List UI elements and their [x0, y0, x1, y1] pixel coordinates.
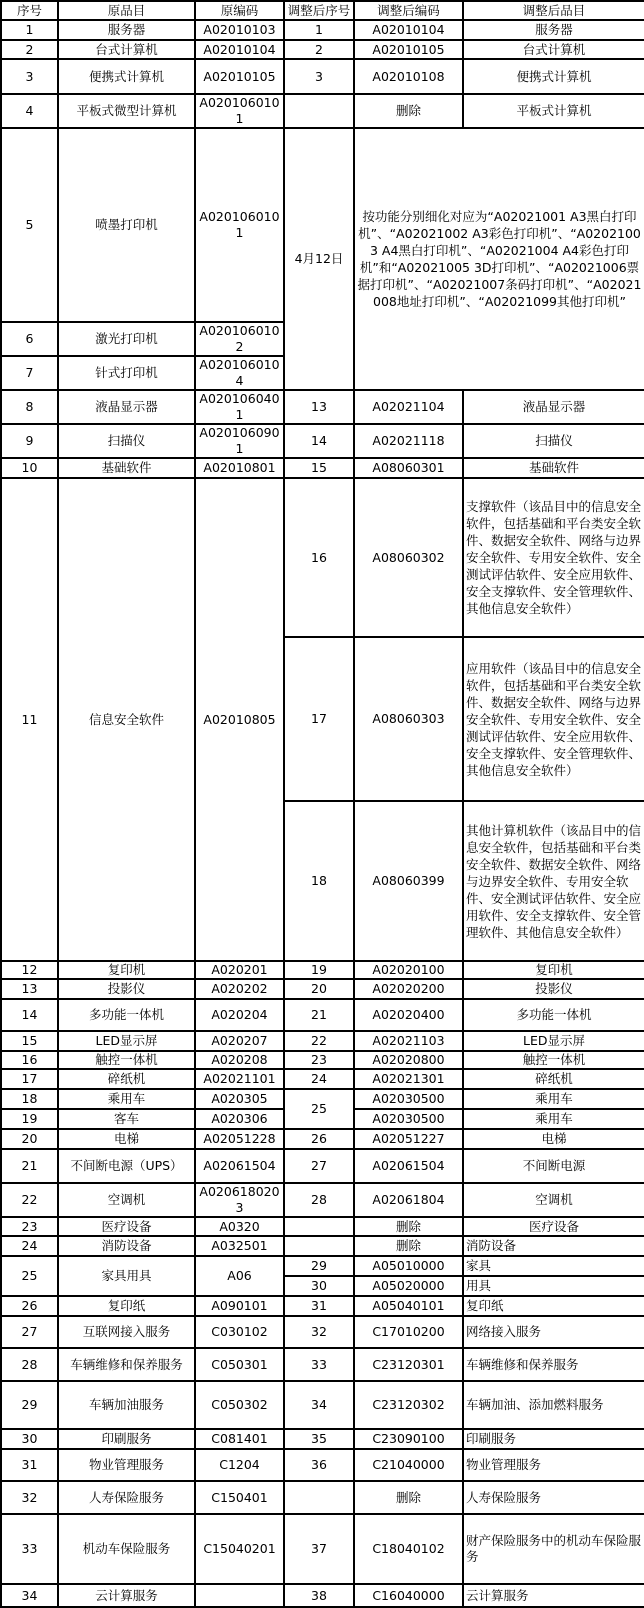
- table-row: [1, 390, 644, 424]
- original-code-cell: A02010104: [195, 40, 284, 59]
- seq-cell: 17: [1, 1069, 58, 1089]
- table-row: [1, 59, 644, 94]
- seq-cell: 5: [1, 128, 58, 322]
- original-item-cell: 印刷服务: [58, 1429, 195, 1449]
- original-code-cell: A032501: [195, 1236, 284, 1256]
- seq-cell: 30: [1, 1429, 58, 1449]
- original-code-cell: C050301: [195, 1348, 284, 1381]
- new-code-cell: A08060399: [354, 801, 463, 961]
- new-item-cell: 物业管理服务: [463, 1449, 644, 1481]
- new-item-cell: 平板式计算机: [463, 94, 644, 128]
- original-item-cell: 触控一体机: [58, 1051, 195, 1069]
- new-code-cell: A08060302: [354, 478, 463, 637]
- new-code-cell: C23120302: [354, 1381, 463, 1429]
- new-code-cell: A05010000: [354, 1256, 463, 1276]
- new-item-cell: 消防设备: [463, 1236, 644, 1256]
- table-row: [1, 458, 644, 478]
- new-seq-cell: 3: [284, 59, 354, 94]
- new-item-cell: 服务器: [463, 20, 644, 40]
- new-item-cell: 复印机: [463, 961, 644, 979]
- seq-cell: 20: [1, 1129, 58, 1149]
- new-seq-cell: 29: [284, 1256, 354, 1276]
- seq-cell: 27: [1, 1316, 58, 1348]
- original-item-cell: 乘用车: [58, 1089, 195, 1109]
- new-item-cell: LED显示屏: [463, 1031, 644, 1051]
- new-code-cell: A02021118: [354, 424, 463, 458]
- table-row: [1, 1069, 644, 1089]
- original-code-cell: A090101: [195, 1296, 284, 1316]
- new-code-cell: 删除: [354, 1481, 463, 1514]
- header-cell: 序号: [1, 1, 58, 20]
- new-code-cell: 删除: [354, 1217, 463, 1236]
- table-row: [1, 1296, 644, 1316]
- seq-cell: 7: [1, 356, 58, 390]
- original-item-cell: 车辆加油服务: [58, 1381, 195, 1429]
- original-item-cell: 台式计算机: [58, 40, 195, 59]
- new-code-cell: A02030500: [354, 1089, 463, 1109]
- table-row: [1, 1348, 644, 1381]
- original-item-cell: 扫描仪: [58, 424, 195, 458]
- original-code-cell: A0201060901: [195, 424, 284, 458]
- new-code-cell: A02020100: [354, 961, 463, 979]
- new-item-cell: 台式计算机: [463, 40, 644, 59]
- new-code-cell: A02020400: [354, 999, 463, 1031]
- new-seq-cell: 33: [284, 1348, 354, 1381]
- header-cell: 原编码: [195, 1, 284, 20]
- new-seq-cell: 20: [284, 979, 354, 999]
- new-seq-cell: 14: [284, 424, 354, 458]
- table-row: [1, 1217, 644, 1236]
- new-code-cell: 删除: [354, 94, 463, 128]
- seq-cell: 9: [1, 424, 58, 458]
- new-seq-cell: 2: [284, 40, 354, 59]
- original-code-cell: A02021101: [195, 1069, 284, 1089]
- table-row: [1, 1381, 644, 1429]
- table-row: [1, 999, 644, 1031]
- original-code-cell: C150401: [195, 1481, 284, 1514]
- table-body: [1, 1, 644, 1607]
- original-code-cell: A020305: [195, 1089, 284, 1109]
- seq-cell: 4: [1, 94, 58, 128]
- new-item-cell: 乘用车: [463, 1109, 644, 1129]
- new-item-cell: 复印纸: [463, 1296, 644, 1316]
- new-item-cell: 车辆加油、添加燃料服务: [463, 1381, 644, 1429]
- new-seq-cell: 28: [284, 1183, 354, 1217]
- new-item-cell: 便携式计算机: [463, 59, 644, 94]
- table-row: [1, 1481, 644, 1514]
- new-code-cell: C16040000: [354, 1584, 463, 1607]
- original-item-cell: LED显示屏: [58, 1031, 195, 1051]
- table-row: [1, 40, 644, 59]
- new-seq-cell: [284, 1236, 354, 1256]
- original-code-cell: A02051228: [195, 1129, 284, 1149]
- original-code-cell: A020204: [195, 999, 284, 1031]
- seq-cell: 6: [1, 322, 58, 356]
- table-row: [1, 1129, 644, 1149]
- new-seq-cell: 24: [284, 1069, 354, 1089]
- new-item-cell: 财产保险服务中的机动车保险服务: [463, 1514, 644, 1584]
- table-row: [1, 1256, 644, 1276]
- seq-cell: 13: [1, 979, 58, 999]
- new-code-cell: A02021301: [354, 1069, 463, 1089]
- header-cell: 调整后品目: [463, 1, 644, 20]
- new-item-cell: 空调机: [463, 1183, 644, 1217]
- original-item-cell: 物业管理服务: [58, 1449, 195, 1481]
- new-code-cell: C23090100: [354, 1429, 463, 1449]
- new-seq-cell: 1: [284, 20, 354, 40]
- new-code-cell: C23120301: [354, 1348, 463, 1381]
- seq-cell: 22: [1, 1183, 58, 1217]
- new-code-cell: C21040000: [354, 1449, 463, 1481]
- new-code-cell: A02010108: [354, 59, 463, 94]
- original-item-cell: 医疗设备: [58, 1217, 195, 1236]
- new-item-cell: 碎纸机: [463, 1069, 644, 1089]
- table-row: [1, 424, 644, 458]
- original-code-cell: A02010105: [195, 59, 284, 94]
- table-row: [1, 1051, 644, 1069]
- seq-cell: 19: [1, 1109, 58, 1129]
- original-code-cell: A020208: [195, 1051, 284, 1069]
- new-item-cell: 网络接入服务: [463, 1316, 644, 1348]
- table-row: [1, 979, 644, 999]
- new-item-cell: 不间断电源: [463, 1149, 644, 1183]
- new-seq-cell: 21: [284, 999, 354, 1031]
- seq-cell: 2: [1, 40, 58, 59]
- new-item-cell: 液晶显示器: [463, 390, 644, 424]
- table-row: [1, 1183, 644, 1217]
- new-seq-cell: 26: [284, 1129, 354, 1149]
- new-seq-cell: 19: [284, 961, 354, 979]
- seq-cell: 24: [1, 1236, 58, 1256]
- new-code-cell: A02010105: [354, 40, 463, 59]
- table-row: [1, 1429, 644, 1449]
- new-code-cell: A02010104: [354, 20, 463, 40]
- original-item-cell: 碎纸机: [58, 1069, 195, 1089]
- original-code-cell: [195, 1584, 284, 1607]
- new-seq-cell: 31: [284, 1296, 354, 1316]
- table-row: [1, 478, 644, 637]
- new-seq-cell: 34: [284, 1381, 354, 1429]
- new-code-cell: A02020200: [354, 979, 463, 999]
- seq-cell: 32: [1, 1481, 58, 1514]
- seq-cell: 26: [1, 1296, 58, 1316]
- seq-cell: 28: [1, 1348, 58, 1381]
- original-item-cell: 消防设备: [58, 1236, 195, 1256]
- new-seq-cell: 23: [284, 1051, 354, 1069]
- new-code-cell: A05020000: [354, 1276, 463, 1296]
- original-item-cell: 人寿保险服务: [58, 1481, 195, 1514]
- seq-cell: 14: [1, 999, 58, 1031]
- seq-cell: 31: [1, 1449, 58, 1481]
- original-item-cell: 针式打印机: [58, 356, 195, 390]
- new-code-cell: A08060301: [354, 458, 463, 478]
- table-header-row: [1, 1, 644, 20]
- original-code-cell: A02010103: [195, 20, 284, 40]
- new-seq-cell: 27: [284, 1149, 354, 1183]
- new-item-cell: 印刷服务: [463, 1429, 644, 1449]
- seq-cell: 34: [1, 1584, 58, 1607]
- original-item-cell: 不间断电源（UPS）: [58, 1149, 195, 1183]
- original-code-cell: C15040201: [195, 1514, 284, 1584]
- new-code-cell: A02020800: [354, 1051, 463, 1069]
- original-item-cell: 信息安全软件: [58, 478, 195, 961]
- original-code-cell: C050302: [195, 1381, 284, 1429]
- new-seq-cell: 37: [284, 1514, 354, 1584]
- new-code-cell: A02021104: [354, 390, 463, 424]
- table-row: [1, 128, 644, 322]
- table-row: [1, 20, 644, 40]
- new-item-cell: 乘用车: [463, 1089, 644, 1109]
- new-item-cell: 支撑软件（该品目中的信息安全软件，包括基础和平台类安全软件、数据安全软件、网络与边界安全软件、专用安全软件、安全测试评估软件、安全应用软件、安全支撑软件、安全管理软件、其他信息安全软件）: [463, 478, 644, 637]
- new-item-cell: 人寿保险服务: [463, 1481, 644, 1514]
- new-code-cell: A02051227: [354, 1129, 463, 1149]
- new-code-cell: C17010200: [354, 1316, 463, 1348]
- original-item-cell: 复印机: [58, 961, 195, 979]
- new-seq-cell: 32: [284, 1316, 354, 1348]
- original-item-cell: 多功能一体机: [58, 999, 195, 1031]
- new-seq-cell: 18: [284, 801, 354, 961]
- original-code-cell: A020202: [195, 979, 284, 999]
- original-item-cell: 便携式计算机: [58, 59, 195, 94]
- new-code-cell: A08060303: [354, 637, 463, 801]
- table-row: [1, 1584, 644, 1607]
- new-code-cell: 删除: [354, 1236, 463, 1256]
- new-seq-cell: 30: [284, 1276, 354, 1296]
- seq-cell: 12: [1, 961, 58, 979]
- new-seq-cell: [284, 1481, 354, 1514]
- new-code-cell: C18040102: [354, 1514, 463, 1584]
- seq-cell: 15: [1, 1031, 58, 1051]
- original-item-cell: 空调机: [58, 1183, 195, 1217]
- original-code-cell: A0320: [195, 1217, 284, 1236]
- original-code-cell: C1204: [195, 1449, 284, 1481]
- table-row: [1, 94, 644, 128]
- new-item-cell: 医疗设备: [463, 1217, 644, 1236]
- new-seq-cell: 25: [284, 1089, 354, 1129]
- original-item-cell: 激光打印机: [58, 322, 195, 356]
- original-code-cell: A02061504: [195, 1149, 284, 1183]
- original-item-cell: 复印纸: [58, 1296, 195, 1316]
- new-seq-cell: 35: [284, 1429, 354, 1449]
- original-code-cell: A02010801: [195, 458, 284, 478]
- table-row: [1, 1149, 644, 1183]
- new-item-cell: 其他计算机软件（该品目中的信息安全软件，包括基础和平台类安全软件、数据安全软件、网络与边界安全软件、专用安全软件、安全测试评估软件、安全应用软件、安全支撑软件、安全管理软件、其他信息安全软件）: [463, 801, 644, 961]
- new-seq-cell: [284, 1217, 354, 1236]
- new-item-cell: 车辆维修和保养服务: [463, 1348, 644, 1381]
- original-code-cell: A020201: [195, 961, 284, 979]
- new-item-cell: 触控一体机: [463, 1051, 644, 1069]
- seq-cell: 33: [1, 1514, 58, 1584]
- seq-cell: 8: [1, 390, 58, 424]
- original-code-cell: A020306: [195, 1109, 284, 1129]
- original-item-cell: 电梯: [58, 1129, 195, 1149]
- new-code-cell: A02061804: [354, 1183, 463, 1217]
- new-item-cell: 多功能一体机: [463, 999, 644, 1031]
- new-item-cell: 基础软件: [463, 458, 644, 478]
- new-item-cell: 投影仪: [463, 979, 644, 999]
- original-code-cell: C030102: [195, 1316, 284, 1348]
- original-item-cell: 互联网接入服务: [58, 1316, 195, 1348]
- new-item-cell: 云计算服务: [463, 1584, 644, 1607]
- original-item-cell: 车辆维修和保养服务: [58, 1348, 195, 1381]
- seq-cell: 21: [1, 1149, 58, 1183]
- original-item-cell: 平板式微型计算机: [58, 94, 195, 128]
- new-item-cell: 按功能分别细化对应为“A02021001 A3黑白打印机”、“A02021002 A3彩色打印机”、“A02021003 A4黑白打印机”、“A02021004 A4彩色打印机”和“A02021005 3D打印机”、“A02021006票据打印机”、“A02021007条码打印机”、“A02021008地址打印机”、“A02021099其他打印机”: [354, 128, 644, 390]
- new-code-cell: A05040101: [354, 1296, 463, 1316]
- new-seq-cell: 38: [284, 1584, 354, 1607]
- new-seq-cell: 36: [284, 1449, 354, 1481]
- new-seq-cell: 13: [284, 390, 354, 424]
- seq-cell: 29: [1, 1381, 58, 1429]
- new-seq-cell: 17: [284, 637, 354, 801]
- table-row: [1, 1514, 644, 1584]
- original-code-cell: C081401: [195, 1429, 284, 1449]
- original-item-cell: 服务器: [58, 20, 195, 40]
- seq-cell: 11: [1, 478, 58, 961]
- original-code-cell: A0201060101: [195, 94, 284, 128]
- seq-cell: 16: [1, 1051, 58, 1069]
- table-row: [1, 1449, 644, 1481]
- header-cell: 原品目: [58, 1, 195, 20]
- new-item-cell: 应用软件（该品目中的信息安全软件，包括基础和平台类安全软件、数据安全软件、网络与边界安全软件、专用安全软件、安全测试评估软件、安全应用软件、安全支撑软件、安全管理软件、其他信息安全软件）: [463, 637, 644, 801]
- seq-cell: 3: [1, 59, 58, 94]
- new-code-cell: A02030500: [354, 1109, 463, 1129]
- table-row: [1, 1089, 644, 1109]
- original-code-cell: A02010805: [195, 478, 284, 961]
- header-cell: 调整后序号: [284, 1, 354, 20]
- new-item-cell: 用具: [463, 1276, 644, 1296]
- table-row: [1, 961, 644, 979]
- table-row: [1, 1316, 644, 1348]
- seq-cell: 18: [1, 1089, 58, 1109]
- original-code-cell: A0206180203: [195, 1183, 284, 1217]
- new-seq-cell: 15: [284, 458, 354, 478]
- seq-cell: 10: [1, 458, 58, 478]
- original-item-cell: 家具用具: [58, 1256, 195, 1296]
- original-code-cell: A0201060104: [195, 356, 284, 390]
- original-code-cell: A0201060401: [195, 390, 284, 424]
- new-code-cell: A02021103: [354, 1031, 463, 1051]
- new-seq-cell: 16: [284, 478, 354, 637]
- original-item-cell: 液晶显示器: [58, 390, 195, 424]
- table-row: [1, 1031, 644, 1051]
- new-seq-cell: 22: [284, 1031, 354, 1051]
- seq-cell: 23: [1, 1217, 58, 1236]
- original-item-cell: 客车: [58, 1109, 195, 1129]
- new-item-cell: 电梯: [463, 1129, 644, 1149]
- new-seq-cell: 4月12日: [284, 128, 354, 390]
- original-code-cell: A0201060101: [195, 128, 284, 322]
- seq-cell: 25: [1, 1256, 58, 1296]
- new-item-cell: 扫描仪: [463, 424, 644, 458]
- original-code-cell: A020207: [195, 1031, 284, 1051]
- table-row: [1, 1236, 644, 1256]
- seq-cell: 1: [1, 20, 58, 40]
- original-item-cell: 云计算服务: [58, 1584, 195, 1607]
- header-cell: 调整后编码: [354, 1, 463, 20]
- original-code-cell: A06: [195, 1256, 284, 1296]
- original-item-cell: 基础软件: [58, 458, 195, 478]
- new-item-cell: 家具: [463, 1256, 644, 1276]
- original-item-cell: 喷墨打印机: [58, 128, 195, 322]
- original-item-cell: 投影仪: [58, 979, 195, 999]
- original-code-cell: A0201060102: [195, 322, 284, 356]
- new-code-cell: A02061504: [354, 1149, 463, 1183]
- original-item-cell: 机动车保险服务: [58, 1514, 195, 1584]
- new-seq-cell: [284, 94, 354, 128]
